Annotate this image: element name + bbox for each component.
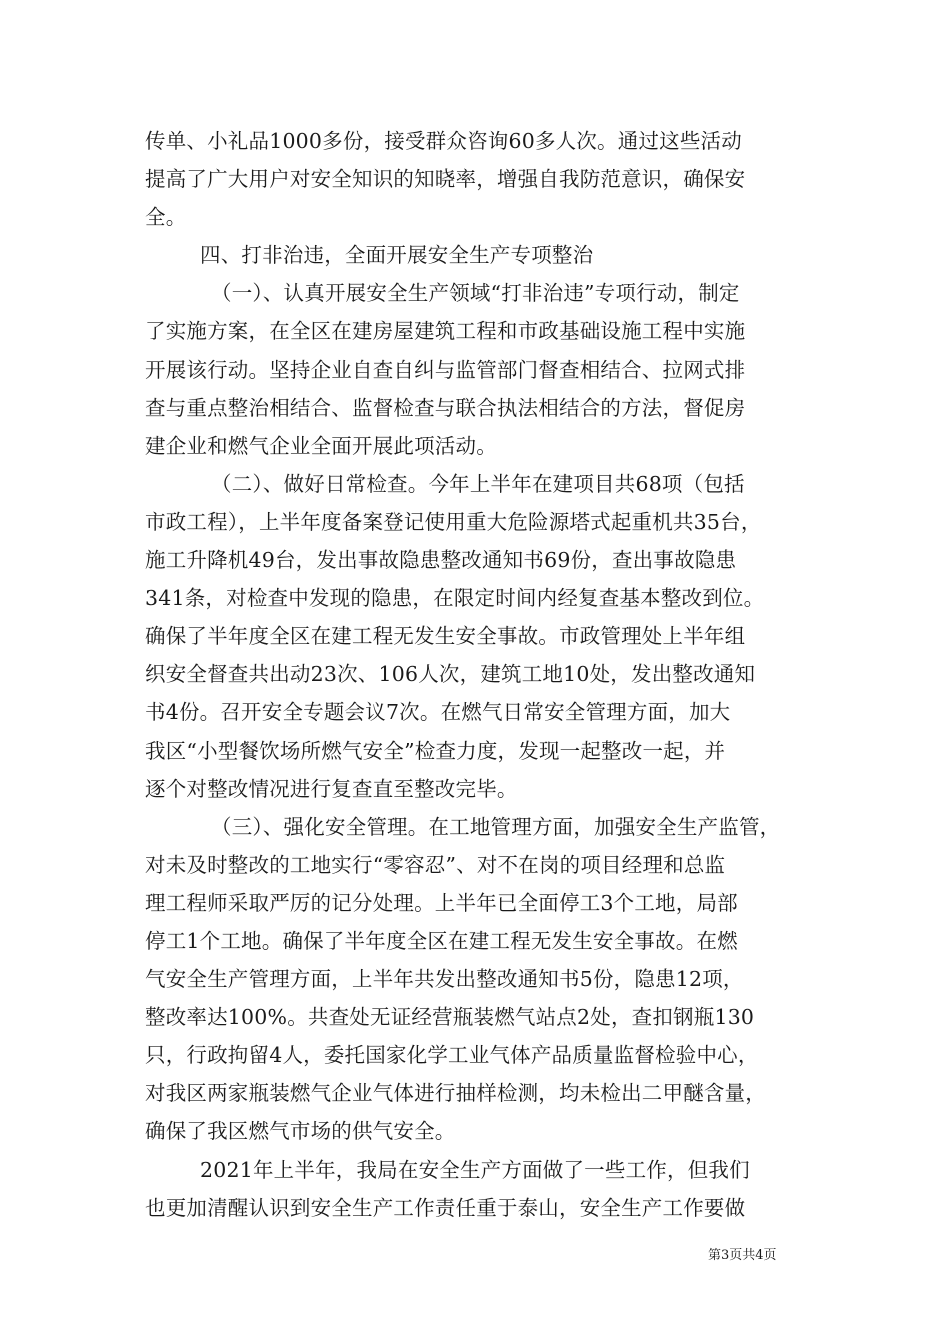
paragraph-line: 理工程师采取严厉的记分处理。上半年已全面停工3个工地，局部 — [145, 890, 738, 915]
paragraph-line: 提高了广大用户对安全知识的知晓率，增强自我防范意识，确保安 — [145, 167, 746, 192]
paragraph-line: 气安全生产管理方面，上半年共发出整改通知书5份，隐患12项， — [145, 967, 744, 992]
paragraph-line: 书4份。召开安全专题会议7次。在燃气日常安全管理方面，加大 — [145, 700, 731, 725]
paragraph-line: 传单、小礼品1000多份，接受群众咨询60多人次。通过这些活动 — [145, 129, 742, 153]
paragraph-line: 织安全督查共出动23次、106人次，建筑工地10处，发出整改通知 — [145, 662, 756, 687]
page-number-footer: 第3页共4页 — [708, 1248, 777, 1263]
paragraph-line: 确保了半年度全区在建工程无发生安全事故。市政管理处上半年组 — [145, 624, 746, 649]
subsection-line: （三）、强化安全管理。在工地管理方面，加强安全生产监管， — [211, 814, 781, 839]
paragraph-line: 查与重点整治相结合、监督检查与联合执法相结合的方法，督促房 — [145, 395, 746, 420]
paragraph-line: 建企业和燃气企业全面开展此项活动。 — [145, 433, 497, 458]
paragraph-line: 对我区两家瓶装燃气企业气体进行抽样检测，均未检出二甲醚含量， — [145, 1081, 766, 1106]
paragraph-line: 了实施方案，在全区在建房屋建筑工程和市政基础设施工程中实施 — [145, 319, 746, 344]
subsection-line: （一）、认真开展安全生产领域“打非治违”专项行动，制定 — [211, 281, 740, 306]
paragraph-line: 整改率达100%。共查处无证经营瓶装燃气站点2处，查扣钢瓶130 — [145, 1005, 755, 1030]
paragraph-line: 只，行政拘留4人，委托国家化学工业气体产品质量监督检验中心， — [145, 1043, 759, 1068]
subsection-line: （二）、做好日常检查。今年上半年在建项目共68项（包括 — [211, 471, 745, 496]
paragraph-line: 施工升降机49台，发出事故隐患整改通知书69份，查出事故隐患 — [145, 548, 737, 573]
paragraph-line: 开展该行动。坚持企业自查自纠与监管部门督查相结合、拉网式排 — [145, 357, 746, 382]
paragraph-line: 逐个对整改情况进行复查直至整改完毕。 — [145, 776, 518, 801]
section-heading: 四、打非治违，全面开展安全生产专项整治 — [200, 243, 594, 268]
document-body — [145, 122, 828, 1227]
paragraph-line: 我区“小型餐饮场所燃气安全”检查力度，发现一起整改一起，并 — [145, 738, 726, 763]
paragraph-line: 也更加清醒认识到安全生产工作责任重于泰山，安全生产工作要做 — [145, 1195, 746, 1220]
paragraph-line: 停工1个工地。确保了半年度全区在建工程无发生安全事故。在燃 — [145, 928, 738, 953]
paragraph-line: 341条，对检查中发现的隐患，在限定时间内经复查基本整改到位。 — [145, 586, 765, 611]
paragraph-line: 市政工程），上半年度备案登记使用重大危险源塔式起重机共35台， — [145, 509, 762, 534]
paragraph-line: 对未及时整改的工地实行“零容忍”、对不在岗的项目经理和总监 — [145, 852, 726, 877]
paragraph-line: 2021年上半年，我局在安全生产方面做了一些工作，但我们 — [200, 1157, 750, 1182]
paragraph-line: 全。 — [145, 205, 187, 230]
paragraph-line: 确保了我区燃气市场的供气安全。 — [145, 1119, 456, 1144]
